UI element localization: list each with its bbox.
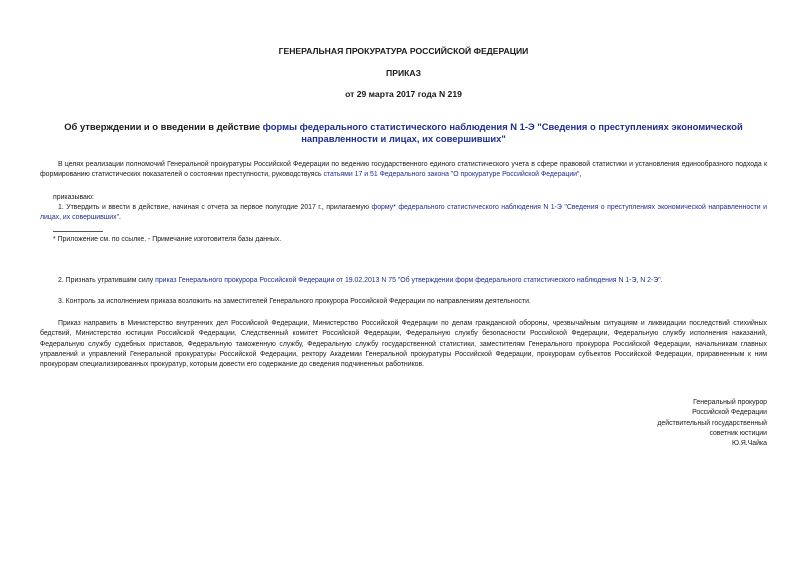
document-type-heading: ПРИКАЗ <box>386 68 421 78</box>
item-1-suffix: . <box>119 214 121 222</box>
item-3-paragraph: 3. Контроль за исполнением приказа возложить на заместителей Генерального прокурора Российской Федерации по направлениям деятельности. <box>58 298 531 305</box>
signature-line-1: Генеральный прокурор <box>693 399 767 406</box>
document-date-number: от 29 марта 2017 года N 219 <box>345 89 462 99</box>
signature-name: Ю.Я.Чайка <box>731 440 767 448</box>
order-word: приказываю: <box>53 194 94 201</box>
preamble-suffix: , <box>579 171 582 179</box>
title-prefix: Об утверждении и о введении в действие <box>64 121 263 132</box>
preamble-paragraph <box>40 160 767 181</box>
footnote-mark: * <box>393 204 396 211</box>
item-2-text: 2. Признать утратившим силу <box>58 277 156 284</box>
form-name-link[interactable]: федерального статистического наблюдения N 1-Э "Сведения о преступлениях экономической направленности и лицах, их совершивших" <box>40 204 767 222</box>
signature-line-2: Российской Федерации <box>692 409 767 417</box>
item-1-paragraph <box>40 203 767 224</box>
federal-law-link[interactable]: статьями 17 и 51 Федерального закона "О прокуратуре Российской Федерации" <box>323 171 580 179</box>
distribution-paragraph: Приказ направить в Министерство внутренних дел Российской Федерации, Министерство Российской Федерации по делам гражданской обороны, чрезвычайным ситуациям и ликвидации последствий стихийных бедствий, Министерство юстиции Российской Федерации, Следственный комитет Российской Федерации, Федеральную службу безопасности Российской Федерации, Федеральную службу исполнения наказаний, Федеральную службу судебных приставов, Федеральную таможенную службу, Федеральную службу государственной статистики, заместителям Генерального прокурора Российской Федерации, начальникам главных управлений и управлений Генеральной прокуратуры Российской Федерации, ректору Академии Генеральной прокуратуры Российской Федерации, прокурорам субъектов Российской Федерации, приравненным к ним прокурорам специализированных прокуратур, которым довести его содержание до сведения подчиненных работников. <box>40 320 767 369</box>
repealed-order-link[interactable]: приказ Генерального прокурора Российской Федерации от 19.02.2013 N 75 "Об утверждении форм федерального статистического наблюдения N 1-Э, N 2-Э" <box>155 277 661 284</box>
item-2-paragraph <box>40 276 767 286</box>
document-title <box>40 121 767 145</box>
signature-block <box>607 398 767 449</box>
preamble-text: В целях реализации полномочий Генеральной прокуратуры Российской Федерации по ведению государственного единого статистического учета в сфере правовой статистики и установления единообразного подхода к формированию статистических показателей о состоянии преступности, руководствуясь <box>40 161 767 179</box>
item-1-text: 1. Утвердить и ввести в действие, начиная с отчета за первое полугодие 2017 г., прилагаемую <box>58 204 372 211</box>
footnote: * Приложение см. по ссылке. - Примечание изготовителя базы данных. <box>53 236 282 243</box>
signature-line-3: действительный государственный <box>657 419 767 427</box>
footnote-divider <box>53 231 103 232</box>
title-form-link[interactable]: формы федерального статистического наблюдения N 1-Э "Сведения о преступлениях экономической направленности и лицах, их совершивших" <box>262 121 743 144</box>
signature-line-4: советник юстиции <box>709 429 767 437</box>
item-2-suffix: . <box>660 277 663 284</box>
organization-heading: ГЕНЕРАЛЬНАЯ ПРОКУРАТУРА РОССИЙСКОЙ ФЕДЕРАЦИИ <box>278 46 529 56</box>
form-link[interactable]: форму <box>371 204 394 211</box>
